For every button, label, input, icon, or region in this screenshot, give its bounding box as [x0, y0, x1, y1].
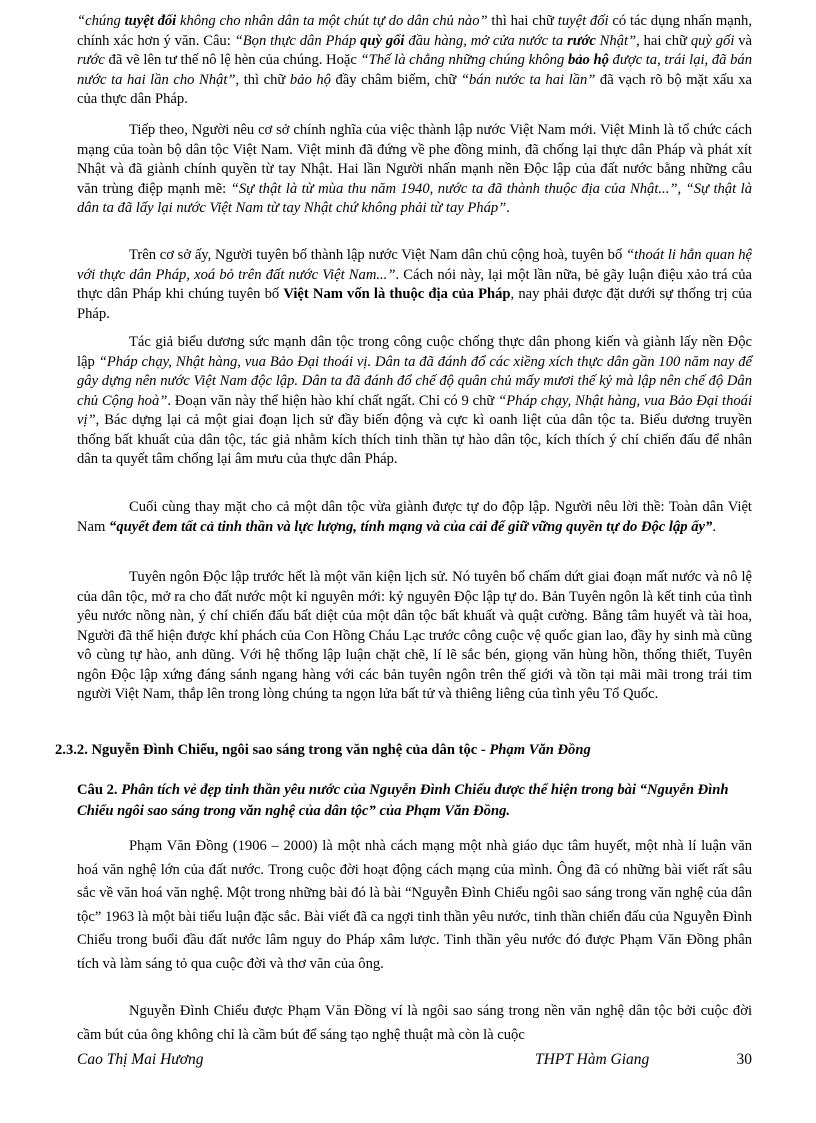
paragraph-oath: Cuối cùng thay mặt cho cả một dân tộc vừa giành được tự do độp lập. Người nêu lời thề: Toàn dân Việt Nam “quyết đem tất cả tinh thần và lực lượng, tính mạng và của cải để giữ vững quyền tự do Độc lập ấy”.	[77, 499, 752, 535]
answer-paragraph-intro: Phạm Văn Đồng (1906 – 2000) là một nhà cách mạng một nhà giáo dục tâm huyết, một nhà lí luận văn hoá văn nghệ lớn của đất nước. Trong cuộc đời hoạt động cách mạng của mình. Ông đã có những bài viết rất sâu sắc về văn hoá văn nghệ. Một trong những bài đó là bài “Nguyễn Đình Chiểu ngôi sao sáng trong văn nghệ của dân tộc” 1963 là một bài tiểu luận đặc sắc. Bài viết đã ca ngợi tinh thần yêu nước, tinh thần chiến đấu của Nguyễn Đình Chiểu trong buổi đầu đất nước lâm nguy do Pháp xâm lược. Tinh thần yêu nước đó được Phạm Văn Đồng phân tích và làm sáng tỏ qua cuộc đời và thơ văn của ông.	[77, 838, 753, 972]
paragraph-declaration: Trên cơ sở ấy, Người tuyên bố thành lập nước Việt Nam dân chủ cộng hoà, tuyên bố “thoát li hẳn quan hệ với thực dân Pháp, xoá bỏ trên đất nước Việt Nam...”. Cách nói này, lại một lần nữa, bẻ gãy luận điệu xảo trá của thực dân Pháp khi chúng tuyên bố Việt Nam vốn là thuộc địa của Pháp, nay phải được đặt dưới sự thống trị của Pháp.	[77, 247, 753, 322]
page-number: 30	[736, 1051, 752, 1068]
paragraph-legal-basis: Tiếp theo, Người nêu cơ sở chính nghĩa của việc thành lập nước Việt Nam mới. Việt Minh là tổ chức cách mạng của toàn bộ dân tộc Việt Nam. Việt minh đã đứng về phe đồng minh, đã chống lại thực dân Pháp và phát xít Nhật và đã giành chính quyền từ tay Nhật. Hai lần Người nhấn mạnh nền Độc lập của đất nước bằng những câu văn trùng điệp mạnh mẽ: “Sự thật là từ mùa thu năm 1940, nước ta đã thành thuộc địa của Nhật...”, “Sự thật là dân ta đã lấy lại nước Việt Nam từ tay Nhật chứ không phải từ tay Pháp”.	[77, 122, 752, 216]
footer-author: Cao Thị Mai Hương	[77, 1051, 204, 1068]
answer-paragraph-star: Nguyễn Đình Chiểu được Phạm Văn Đồng ví là ngôi sao sáng trong nền văn nghệ dân tộc bởi cuộc đời cầm bút của ông không chỉ là cầm bút để sáng tạo nghệ thuật mà còn là cuộc	[77, 1003, 752, 1043]
paragraph-historical-document: Tuyên ngôn Độc lập trước hết là một văn kiện lịch sử. Nó tuyên bố chấm dứt giai đoạn mất nước và nô lệ của dân tộc, mở ra cho đất nước một kỉ nguyên mới: kỷ nguyên Độc lập tự do. Bản Tuyên ngôn là kết tinh của tình yêu nước nồng nàn, ý chí chiến đấu bất diệt của một dân tộc bất khuất và quật cường. Bằng tâm huyết và tài hoa, Người đã thể hiện được khí phách của Con Hồng Cháu Lạc trước công cuộc vệ quốc gian lao, đầy hy sinh mà cũng vô cùng tự hào, anh dũng. Với hệ thống lập luận chặt chẽ, lí lẽ sắc bén, giọng văn hùng hồn, thống thiết, Tuyên ngôn Độc lập xứng đáng sánh ngang hàng với các bản tuyên ngôn trên thế giới và tồn tại mãi mãi trong trái tim người Việt Nam, thắp lên trong lòng chúng ta ngọn lửa bất tử và thiêng liêng của tình yêu Tổ Quốc.	[77, 569, 752, 702]
section-heading: 2.3.2. Nguyễn Đình Chiểu, ngôi sao sáng trong văn nghệ của dân tộc - Phạm Văn Đồng	[55, 742, 591, 758]
paragraph-national-strength: Tác giả biểu dương sức mạnh dân tộc trong công cuộc chống thực dân phong kiến và giành lấy nền Độc lập “Pháp chạy, Nhật hàng, vua Bảo Đại thoái vị. Dân ta đã đánh đổ các xiềng xích thực dân gần 100 năm nay để gây dựng nên nước Việt Nam độc lập. Dân ta đã đánh đổ chế độ quân chủ mấy mươi thế kỷ mà lập nên chế độ Dân chủ Cộng hoà”. Đoạn văn này thể hiện hào khí chất ngất. Chỉ có 9 chữ “Pháp chạy, Nhật hàng, vua Bảo Đại thoái vị”, Bác dựng lại cả một giai đoạn lịch sử đầy biến động và cực kì oanh liệt của dân tộc ta. Biểu dương truyền thống bất khuất của dân tộc, tác giả nhằm kích thích tinh thần tự hào dân tộc, kích thích ý chí chiến đấu để nhân dân ta quyết tâm chống lại âm mưu của thực dân Pháp.	[77, 334, 753, 467]
page-footer	[77, 1051, 752, 1073]
question-2: Câu 2. Phân tích vẻ đẹp tinh thần yêu nước của Nguyễn Đình Chiểu được thể hiện trong bài “Nguyễn Đình Chiểu ngôi sao sáng trong văn nghệ của dân tộc” của Phạm Văn Đồng.	[77, 782, 729, 819]
footer-school: THPT Hàm Giang	[535, 1051, 650, 1068]
paragraph-word-choice: “chúng tuyệt đối không cho nhân dân ta một chút tự do dân chủ nào” thì hai chữ tuyệt đối có tác dụng nhấn mạnh, chính xác hơn ý văn. Câu: “Bọn thực dân Pháp quỳ gối đầu hàng, mở cửa nước ta rước Nhật”, hai chữ quỳ gối và rước đã vẽ lên tư thế nô lệ hèn của chúng. Hoặc “Thế là chẳng những chúng không bảo hộ được ta, trái lại, đã bán nước ta hai lần cho Nhật”, thì chữ bảo hộ đầy châm biếm, chữ “bán nước ta hai lần” đã vạch rõ bộ mặt xấu xa của thực dân Pháp.	[77, 13, 753, 107]
